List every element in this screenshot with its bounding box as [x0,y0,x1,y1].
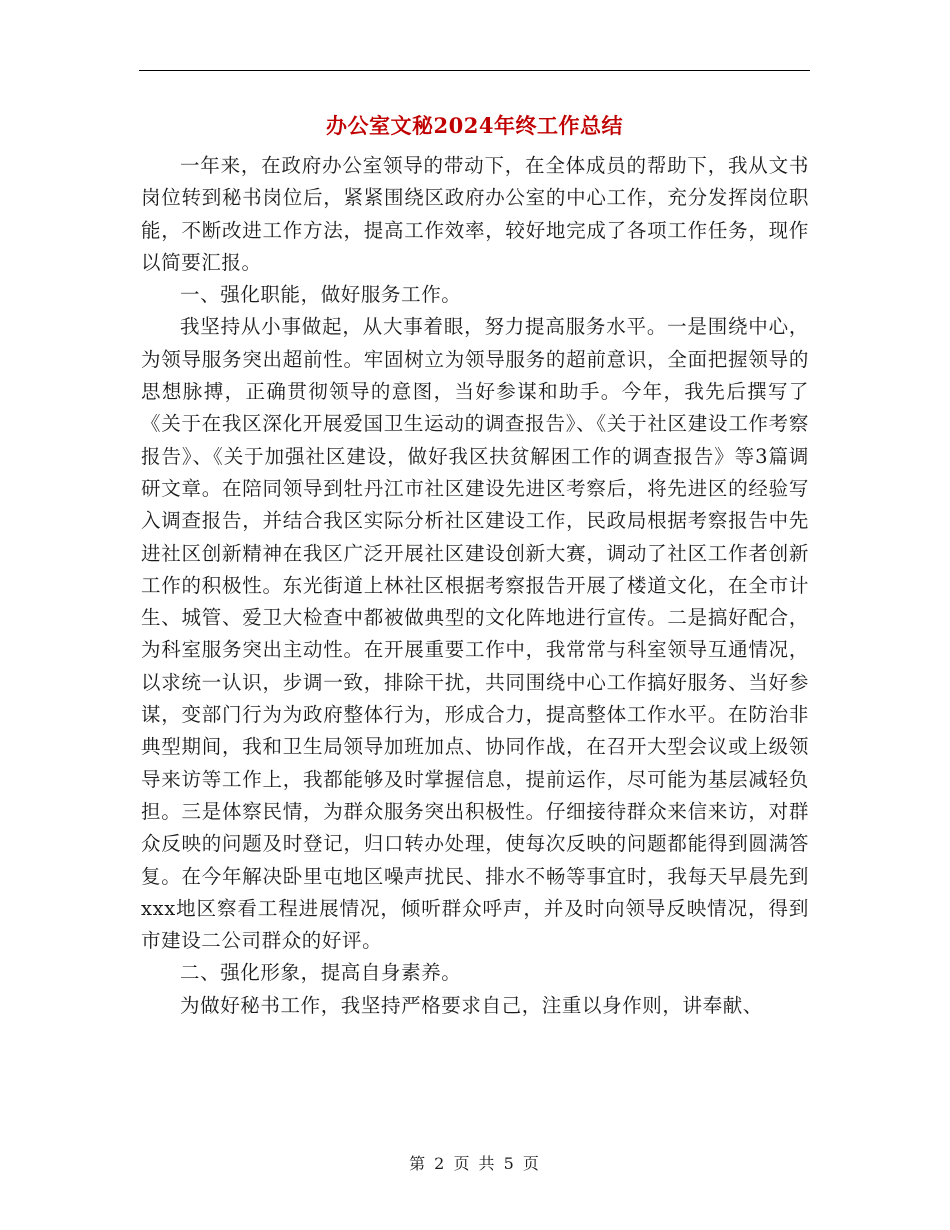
paragraph-section-1: 我坚持从小事做起，从大事着眼，努力提高服务水平。一是围绕中心，为领导服务突出超前性。牢固树立为领导服务的超前意识，全面把握领导的思想脉搏，正确贯彻领导的意图，当好参谋和助手。今年，我先后撰写了《关于在我区深化开展爱国卫生运动的调查报告》、《关于社区建设工作考察报告》、《关于加强社区建设，做好我区扶贫解困工作的调查报告》等3篇调研文章。在陪同领导到牡丹江市社区建设先进区考察后，将先进区的经验写入调查报告，并结合我区实际分析社区建设工作，民政局根据考察报告中先进社区创新精神在我区广泛开展社区建设创新大赛，调动了社区工作者创新工作的积极性。东光街道上林社区根据考察报告开展了楼道文化，在全市计生、城管、爱卫大检查中都被做典型的文化阵地进行宣传。二是搞好配合，为科室服务突出主动性。在开展重要工作中，我常常与科室领导互通情况，以求统一认识，步调一致，排除干扰，共同围绕中心工作搞好服务、当好参谋，变部门行为为政府整体行为，形成合力，提高整体工作水平。在防治非典型期间，我和卫生局领导加班加点、协同作战，在召开大型会议或上级领导来访等工作上，我都能够及时掌握信息，提前运作，尽可能为基层减轻负担。三是体察民情，为群众服务突出积极性。仔细接待群众来信来访，对群众反映的问题及时登记，归口转办处理，使每次反映的问题都能得到圆满答复。在今年解决卧里屯地区噪声扰民、排水不畅等事宜时，我每天早晨先到xxx地区察看工程进展情况，倾听群众呼声，并及时向领导反映情况，得到市建设二公司群众的好评。 [141,315,809,953]
document-body [141,150,809,1022]
section-heading-2: 二、强化形象，提高自身素养。 [180,961,462,985]
paragraph-intro: 一年来，在政府办公室领导的带动下，在全体成员的帮助下，我从文书岗位转到秘书岗位后，紧紧围绕区政府办公室的中心工作，充分发挥岗位职能，不断改进工作方法，提高工作效率，较好地完成了各项工作任务，现作以简要汇报。 [141,154,809,274]
paragraph-section-2: 为做好秘书工作，我坚持严格要求自己，注重以身作则，讲奉献、 [180,993,763,1017]
document-title: 办公室文秘2024年终工作总结 [326,113,623,138]
page-footer: 第 2 页 共 5 页 [409,1154,541,1173]
section-heading-1: 一、强化职能，做好服务工作。 [180,283,462,307]
header-rule [139,70,810,71]
